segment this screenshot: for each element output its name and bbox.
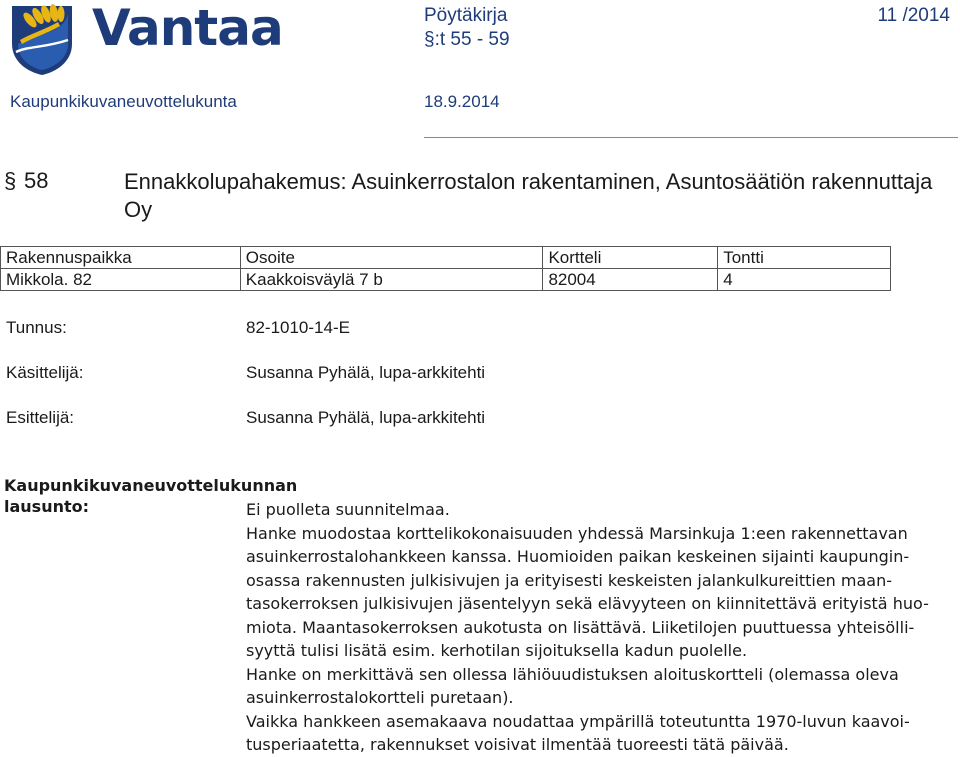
- section-number: 58: [24, 168, 49, 193]
- table-header-cell: Osoite: [240, 247, 543, 269]
- statement-line: syyttä tulisi lisätä esim. kerhotilan sijoituksella kadun puolelle.: [246, 641, 748, 660]
- info-value-handler: Susanna Pyhälä, lupa-arkkitehti: [246, 363, 486, 382]
- committee-name: Kaupunkikuvaneuvottelukunta: [10, 92, 237, 111]
- table-cell: 4: [718, 269, 891, 291]
- table-cell: Kaakkoisväylä 7 b: [240, 269, 543, 291]
- table-cell: 82004: [543, 269, 718, 291]
- table-header-cell: Rakennuspaikka: [1, 247, 241, 269]
- statement-line: tusperiaatetta, rakennukset voisivat ilmentää tuoreesti tätä päivää.: [246, 735, 789, 754]
- section-sign: §: [4, 168, 17, 193]
- document-number: 11 /2014: [877, 5, 950, 26]
- info-label-presenter: Esittelijä:: [6, 408, 75, 427]
- table-header-row: [1, 247, 891, 269]
- meeting-date: 18.9.2014: [424, 92, 500, 111]
- statement-label-suffix: lausunto:: [4, 497, 90, 516]
- info-value-id: 82-1010-14-E: [246, 318, 350, 337]
- vantaa-wordmark-logo: Vantaa: [92, 0, 283, 57]
- statement-line: asuinkerrostalohankkeen kanssa. Huomioiden paikan keskeinen sijainti kaupungin-: [246, 547, 910, 566]
- site-info-table: [0, 246, 891, 291]
- table-cell: Mikkola. 82: [1, 269, 241, 291]
- statement-line: osassa rakennusten julkisivujen ja erityisesti keskeisten jalankulkureittien maan-: [246, 570, 893, 590]
- table-header-cell: Kortteli: [543, 247, 718, 269]
- statement-line: asuinkerrostalokortteli puretaan).: [246, 688, 514, 707]
- statement-line: Hanke on merkittävä sen ollessa lähiöuudistuksen aloituskortteli (olemassa oleva: [246, 664, 899, 684]
- statement-line: Vaikka hankkeen asemakaava noudattaa ympärillä toteutuntta 1970-luvun kaavoi-: [246, 711, 910, 731]
- statement-line: tasokerroksen julkisivujen jäsentelyyn sekä elävyyteen on kiinnitettävä erityistä huo-: [246, 594, 929, 613]
- info-label-handler: Käsittelijä:: [6, 363, 84, 382]
- document-type: Pöytäkirja: [424, 5, 508, 26]
- statement-label: Kaupunkikuvaneuvottelukunnan: [4, 476, 298, 495]
- table-header-cell: Tontti: [718, 247, 891, 269]
- info-value-presenter: Susanna Pyhälä, lupa-arkkitehti: [246, 408, 486, 427]
- statement-body: [246, 498, 946, 757]
- statement-line: Ei puolleta suunnitelmaa.: [246, 500, 450, 519]
- header-divider: [424, 137, 958, 138]
- statement-line: Hanke muodostaa korttelikokonaisuuden yhdessä Marsinkuja 1:een rakennettavan: [246, 523, 908, 543]
- document-section-range: §:t 55 - 59: [424, 29, 510, 50]
- vantaa-coat-of-arms-icon: [10, 4, 74, 76]
- info-label-id: Tunnus:: [6, 318, 67, 337]
- section-title: Ennakkolupahakemus: Asuinkerrostalon rakentaminen, Asuntosäätiön rakennuttaja Oy: [124, 169, 933, 222]
- table-row: [1, 269, 891, 291]
- statement-line: miota. Maantasokerroksen aukotusta on lisättävä. Liiketilojen puuttuessa yhteisölli-: [246, 617, 915, 637]
